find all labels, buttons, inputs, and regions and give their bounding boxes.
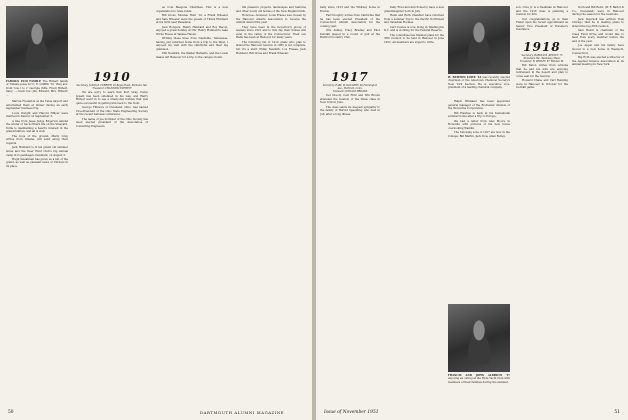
left-col-3 <box>156 6 228 404</box>
right-col-1 <box>320 6 380 404</box>
paragraph: as Cole Beagone Chairman. This is a new organization to raise funds. <box>156 6 228 13</box>
paragraph: The boys of the ground, Marty Gray writes from Omaha, will send along their regards. <box>6 134 68 145</box>
family-photo <box>6 6 68 78</box>
class-secretary: Secretary, LOUIS P. CURRIER, 22 Bayes Road, Portland, Me. <box>76 84 148 87</box>
caption-text: was recently elected chairman of the American Chemical Society's New York Section. He is executive vice-president of a leading chemical company. <box>448 76 510 90</box>
paragraph: bally since 1913 and the Whitney home in Boston. <box>320 6 380 13</box>
paragraph: The following list of 1910 grads who plan to attend the Hanover reunion in 1955 is not complete, but it's a start: Philip Newkirk, Lou Frazee, Jack Hubbard, Bill Gross and Frank Wheeler. <box>236 40 306 55</box>
left-col-2 <box>76 6 148 404</box>
page-number: 51 <box>614 410 620 415</box>
left-footer <box>0 410 312 416</box>
paragraph: We are sorry to learn that Kurt Gray, Carey Jewett has been sidelined in his way, and Harry Hillyer went in to see a ninety-day holiday that was quite successful in getting him back to the front. <box>76 91 148 105</box>
left-page <box>0 0 312 420</box>
class-year: 1918 <box>523 39 561 54</box>
paragraph: Honoree—however, Louis Frazee was chosen by the Hanover Alumni Association to receive the Alumni Award this year. <box>236 13 306 25</box>
paragraph: Jack Ingersoll has written from Chicago that he is making plans to attend the big 35th reunion. <box>572 17 624 28</box>
class-treasurer: Treasurer, CHANNING EVERETT <box>92 87 132 90</box>
class-year: 1917 <box>331 69 369 84</box>
paragraph: Kelly Fred and Ann Pomeroy have a new granddaughter born in July. <box>384 6 444 13</box>
paragraph: George Fillmore of Cleveland, Ohio, was named Vice-President of the Ohio State Engineering Society at the recent national conference. <box>76 106 148 117</box>
lowe-photo <box>448 6 510 74</box>
paragraph: Hank and Ruth Chandler have returned from a summer trip to the Pacific Northwest and Canadian Rockies. <box>384 13 444 25</box>
left-col-1 <box>6 100 68 400</box>
paragraph: Otis Ashley, Tracy Bradley and Eliot Kendall played in a round of golf at the Hartford Country Club. <box>320 29 380 40</box>
paragraph: Our congratulations go to Paul Fuller upon his recent appointment as Senior Vice President of Traveler's Insurance. <box>516 17 568 32</box>
right-col-5 <box>572 6 624 404</box>
class-heading-1910 <box>76 70 148 90</box>
paragraph: Ted Moody, Carl Flint and Win Brown attended the reunion of the Shaw class in New York in June. <box>320 93 380 105</box>
class-year: 1910 <box>93 70 131 84</box>
class-heading-1918 <box>516 40 568 63</box>
paragraph: Bill Eaton writes from Arizona that he and his wife are enjoying retirement in the desert and plan to come east for the reunion. <box>516 63 568 78</box>
caption-text: enjoying an outing at the Ryde Yacht Club with members of their families during the summer. <box>448 377 510 384</box>
class-treasurer: Treasurer, R. PEDLEY, 87 Windsor Pl. <box>520 59 564 63</box>
caption-bold: FRANCIS AND JOHN ALDRICH '17 <box>448 374 510 377</box>
paragraph: Sam Hatch is chairman of the Class Fund Drive and would like to hear from every member before the end of the year. <box>572 29 624 43</box>
paragraph: The committee has finished plans for the 35th reunion to be held in Hanover in June 1952. All members are urged to write. <box>384 33 444 44</box>
family-photo-caption <box>6 80 68 97</box>
paragraph: Louis Dwight and Harold Hillyer were married in Denver on September 3. <box>6 111 68 119</box>
issue-date: Issue of November 1951 <box>324 410 379 415</box>
paragraph: Big Eyth was elected a Director of the Applied Science Association at its annual meeting in New York. <box>572 55 624 67</box>
right-col-4 <box>516 6 568 404</box>
class-secretary: Secretary, HAROLD B. KEELEY, 75 Stoneham Rd., Wellesley, Mass. <box>521 53 563 60</box>
class-heading-1917 <box>320 70 380 93</box>
caption-bold: FAMOUS 1910 FAMILY: <box>6 80 42 83</box>
paragraph: Dorn and Bill Reitz, (W. F. Bartol & Co., Cleveland) were in Hanover during the season for the reunions. <box>572 6 624 17</box>
paragraph: Bill Hawkes is back at his Kennebunk summer home after a trip to Europe. <box>448 111 510 119</box>
lowe-photo-caption <box>448 76 510 90</box>
paragraph: The name of Joe Scribner of the Ohio Society has been elected president of the Association of Consulting Engineers. <box>76 117 148 128</box>
caption-bold: H. BURTON LOWE '16 <box>448 76 482 79</box>
paragraph: life pleasure projects, landscapes and features and other lovely old homes of the New England hills. <box>236 6 306 13</box>
right-page <box>316 0 628 420</box>
right-col-3 <box>448 100 510 300</box>
class-treasurer: Treasurer, DONALD BROOKS <box>332 89 368 93</box>
paragraph: We had a letter from Alex Moore in Honolulu with pictures of his new house overlooking Waikiki. <box>448 119 510 130</box>
aldrich-photo-caption <box>448 374 510 384</box>
aldrich-photo <box>448 304 510 372</box>
paragraph: Jack Hubbard is in his grand old summer home and the Deer Hunt Club's big annual camp in Copenhagen, Denmark, on August 3. <box>6 146 68 157</box>
paragraph: They have been in the Governor's group of leaders since 1921 and to this day their homes still exist in the valley of the Connecticut. Their son Hank has been at Hanover for many years. <box>236 25 306 40</box>
right-col-2 <box>384 6 444 404</box>
paragraph: The class sends its deepest sympathy to the family of Harold Spaulding who died in July after a long illness. <box>320 105 380 116</box>
paragraph: Writing these lines from Nashville, Tennessee, having just returned home from a trip to the West, I enjoyed my visit with the Gillchicks and their big grandson. <box>156 37 228 51</box>
paragraph: Hugh Sweatman has given us a list of the grand, as well as pleasant news of 1910ers in its place. <box>6 157 68 169</box>
paragraph: Earl Doughty writes from California that he has been elected President of the Connecticut Alumni Association for the coming year. <box>320 13 380 28</box>
class-secretary: Secretary, EARL W. DOUGHTY, 46 Farmington Ave., Hartford, Conn. <box>322 83 378 90</box>
magazine-title: DARTMOUTH ALUMNI MAGAZINE <box>200 410 285 415</box>
paragraph: Carl Cowles is now living in Washington D.C. and is working for the Federal Reserve. <box>384 25 444 33</box>
paragraph: Howard Chase and Carl Benning were in Hanover in October for the football game. <box>516 79 568 90</box>
paragraph: Phil Newkirk, the Walker Barnetts, and the Lewis Oakes left Hanover for a trip to the campus in fall. <box>156 52 228 59</box>
paragraph: Ralph Whitaker has been appointed general manager of the Rochester division of the Wolverine Corporation. <box>448 100 510 111</box>
paragraph: son. Note Jr. is a freshman at Hanover and the 1918 class is planning a reunion for him. <box>516 6 568 17</box>
paragraph: The following sons of 1917 are now in the College: Bill Martin, Jack Dow, Allen Farley. <box>448 131 510 138</box>
paragraph: Marvin Frederick at the Tulsa airport and entertained them at dinner during an early September business trip. <box>6 100 68 111</box>
paragraph: Joe Appel and his family have moved to a new home in Westport, Connecticut. <box>572 44 624 55</box>
paragraph: Bill Gross, Monnie Hunt '10, a Frank Wheeler and Sam Wheeler were the guests of Tilden Hubbard at his farm near Pasadena. <box>156 13 228 25</box>
page-number: 50 <box>8 410 14 415</box>
right-footer <box>316 410 628 416</box>
left-col-4 <box>236 6 306 404</box>
paragraph: A line from Jesse Judge Edgerton amidst the winter of his northern life on the Vineyard, Tollie is maintaining a heart's interest in the grandchildren, and all is well. <box>6 119 68 134</box>
paragraph: Jack Rodgers, Henry Hubbard and Roy Bacon, enjoyed a great holiday at Ole' Henry Hubbard's Lake Wicks House at Yankee Haven. <box>156 25 228 36</box>
caption-text: The Hilbert family of Tolleka poses for C. E. Griffith '10. They are: front row, l to r: Georgia (Mrs. Fred) Hilbert, baby; ...; back row: Jim, Edward, Mrs. Hilbert; ... <box>6 80 68 97</box>
